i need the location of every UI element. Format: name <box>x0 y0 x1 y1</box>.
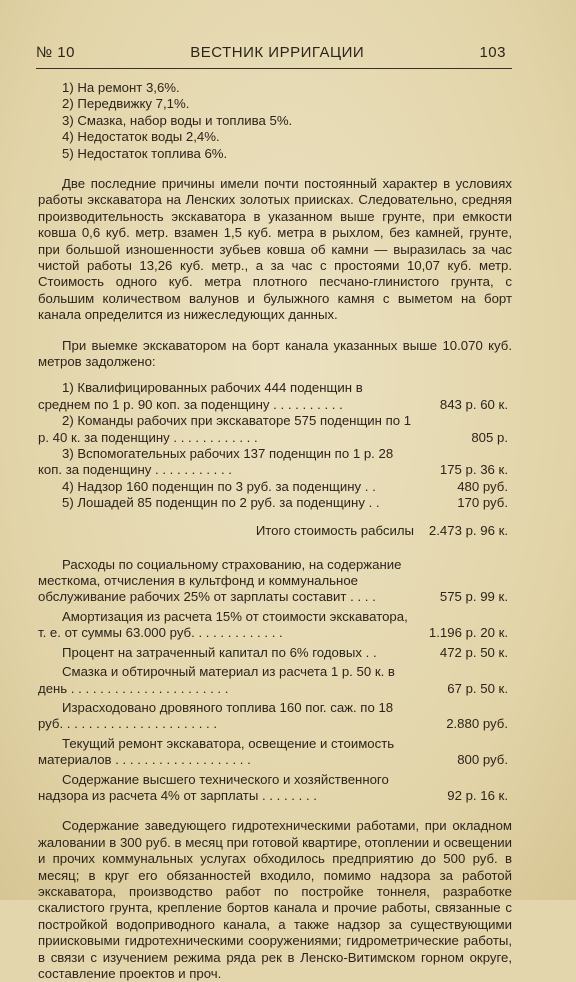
article-body <box>38 80 512 982</box>
cost-entry-text: Текущий ремонт экскаватора, освещение и стоимость материалов . . . . . . . . . . . . . . . . . . . <box>38 735 395 768</box>
cost-entry <box>38 609 512 642</box>
labor-list <box>38 380 512 511</box>
cost-entry <box>38 645 512 661</box>
labor-entry-text: 5) Лошадей 85 поденщин по 2 руб. за поденщину . . <box>62 495 380 511</box>
labor-entry-amount: 175 р. 36 к. <box>439 462 508 478</box>
journal-title: ВЕСТНИК ИРРИГАЦИИ <box>190 44 365 61</box>
labor-total-label: Итого стоимость рабсилы <box>255 523 414 539</box>
labor-total-amount: 2.473 р. 96 к. <box>428 523 508 539</box>
cost-entry <box>38 700 512 733</box>
cost-entry-text: Расходы по социальному страхованию, на содержание месткома, отчисления в культфонд и коммунальное обслуживание рабочих 25% от зарплаты составит . . . . <box>38 556 402 605</box>
labor-entry <box>38 495 512 511</box>
labor-entry-text: 2) Команды рабочих при экскаваторе 575 поденщин по 1 р. 40 к. за поденщину . . . . . . . . . . . . <box>38 413 412 445</box>
labor-entry-text: 3) Вспомогательных рабочих 137 поденщин по 1 р. 28 коп. за поденщину . . . . . . . . . . . <box>38 446 394 478</box>
cost-entry-amount: 2.880 руб. <box>446 716 508 732</box>
labor-entry-text: 1) Квалифицированных рабочих 444 поденщин в среднем по 1 р. 90 коп. за поденщину . . . . . . . . . . <box>38 380 363 412</box>
labor-entry-amount: 170 руб. <box>457 495 508 511</box>
list-item: 2) Передвижку 7,1%. <box>62 96 190 112</box>
labor-entry <box>38 446 512 479</box>
labor-entry-amount: 480 руб. <box>457 478 508 494</box>
cost-entry-text: Процент на затраченный капитал по 6% годовых . . <box>62 644 377 660</box>
cost-entry-amount: 575 р. 99 к. <box>439 589 508 605</box>
list-item: 5) Недостаток топлива 6%. <box>62 145 228 161</box>
issue-number: № 10 <box>36 44 75 61</box>
list-item: 1) На ремонт 3,6%. <box>62 80 180 95</box>
header-rule <box>36 68 512 69</box>
cost-entry-text: Содержание высшего технического и хозяйственного надзора из расчета 4% от зарплаты . . . . . . . . <box>38 771 389 803</box>
cost-entry-amount: 1.196 р. 20 к. <box>428 625 508 641</box>
paragraph-productivity: Две последние причины имели почти постоянный характер в условиях работы экскаватора на Ленских золотых приисках. Следовательно, средняя производительность экскаватора в указанном выше грунте, при емкости ковша 0,6 куб. метр. взамен 1,5 куб. метра в рыхлом, без камней, грунте, при большой изношенности зубьев ковша об камни — выразилась за час чистой работы 13,26 куб. метр., а за час с простоями 10,07 куб. метр. Стоимость одного куб. метра плотного песчано-глинистого грунта, с большим количеством валунов и булыжного камня с выметом на борт канала определится из нижеследующих данных. <box>38 175 512 323</box>
list-item: 4) Недостаток воды 2,4%. <box>62 129 220 145</box>
labor-entry-amount: 843 р. 60 к. <box>439 396 508 412</box>
page-header <box>36 44 506 61</box>
cost-list <box>38 557 512 805</box>
cost-entry <box>38 772 512 805</box>
cost-entry-amount: 92 р. 16 к. <box>447 787 508 803</box>
cost-entry-text: Израсходовано дровяного топлива 160 пог. саж. по 18 руб. . . . . . . . . . . . . . . . . . . . . . <box>38 699 394 732</box>
labor-entry <box>38 380 512 413</box>
paragraph-excavation-intro: При выемке экскаватором на борт канала указанных выше 10.070 куб. метров задолжено: <box>38 337 512 370</box>
cost-entry-text: Амортизация из расчета 15% от стоимости экскаватора, т. е. от суммы 63.000 руб. . . . . . . . . . . . . <box>38 608 408 641</box>
downtime-list <box>62 80 512 162</box>
labor-entry <box>38 413 512 446</box>
labor-entry-text: 4) Надзор 160 поденщин по 3 руб. за поденщину . . <box>62 478 376 494</box>
cost-entry-amount: 472 р. 50 к. <box>439 644 508 660</box>
cost-entry <box>38 664 512 697</box>
page-number: 103 <box>479 44 506 61</box>
paragraph-supervisor: Содержание заведующего гидротехническими работами, при окладном жаловании в 300 руб. в месяц при готовой квартире, отоплении и освещении и прочих коммунальных услугах обходилось предприятию до 500 руб. в месяц; в круг его обязанностей входило, помимо надзора за работой экскаватора, производство работ по постройке тоннеля, разработке скалистого грунта, крепление бортов канала и прочие работы, связанные с постройкой водоприводного канала, а также надзор за существующими приисковыми гидротехническими сооружениями; гидрометрические работы, в связи с изучением режима ряда рек в Ленско-Витимском горном округе, составление проектов и проч. <box>38 818 512 982</box>
spacer <box>38 540 512 554</box>
labor-total <box>38 522 512 540</box>
labor-entry <box>38 479 512 495</box>
cost-entry <box>38 736 512 769</box>
labor-entry-amount: 805 р. <box>471 429 508 445</box>
cost-entry-amount: 800 руб. <box>457 752 508 768</box>
cost-entry-amount: 67 р. 50 к. <box>447 680 508 696</box>
cost-entry <box>38 557 512 606</box>
list-item: 3) Смазка, набор воды и топлива 5%. <box>62 112 293 128</box>
cost-entry-text: Смазка и обтирочный материал из расчета 1 р. 50 к. в день . . . . . . . . . . . . . . . . . . . . . . <box>38 664 395 696</box>
